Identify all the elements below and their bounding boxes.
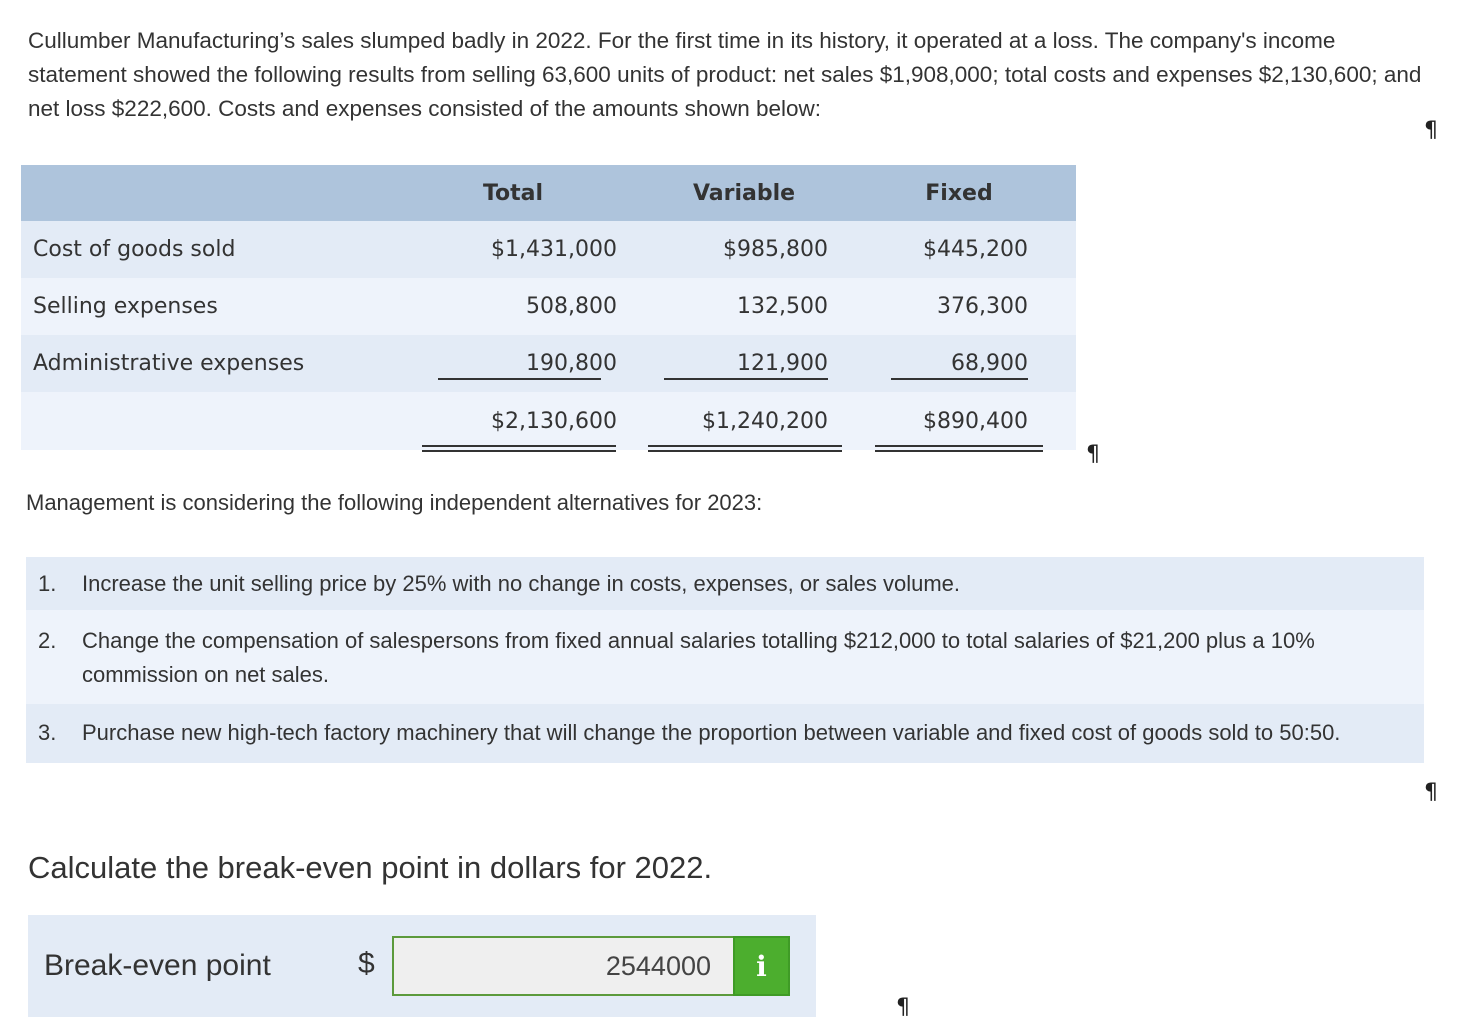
total-total: $2,130,600	[491, 408, 617, 434]
subtotal-underline	[438, 378, 601, 380]
cost-table	[21, 165, 1076, 450]
subtotal-underline	[664, 378, 828, 380]
cell-variable: $985,800	[723, 237, 828, 262]
list-text: Change the compensation of salespersons from fixed annual salaries totalling $212,000 to total salaries of $21,200 plus a 10% commission on net sales.	[82, 628, 1315, 687]
list-item	[26, 704, 1424, 763]
header-variable: Variable	[692, 180, 796, 206]
cell-fixed: 376,300	[937, 294, 1028, 319]
pilcrow-mark: ¶	[1424, 118, 1438, 143]
cell-variable: 132,500	[737, 294, 828, 319]
info-icon[interactable]: i	[733, 936, 790, 996]
table-header-row	[21, 165, 1076, 221]
total-variable: $1,240,200	[702, 408, 828, 434]
cell-fixed: $445,200	[923, 237, 1028, 262]
table-total-row	[21, 392, 1076, 450]
problem-intro: Cullumber Manufacturing’s sales slumped badly in 2022. For the first time in its history, it operated at a loss. The company's income statement showed the following results from selling 63,600 units of product: net sales $1,908,000; total costs and expenses $2,130,600; and net loss $222,600. Costs and expenses consisted of the amounts shown below:	[28, 28, 1422, 121]
question-prompt: Calculate the break-even point in dollars for 2022.	[28, 850, 713, 885]
list-text: Purchase new high-tech factory machinery that will change the proportion between variable and fixed cost of goods sold to 50:50.	[82, 720, 1341, 745]
answer-label: Break-even point	[44, 949, 271, 982]
pilcrow-mark: ¶	[1424, 780, 1438, 805]
pilcrow-mark: ¶	[1086, 442, 1100, 467]
list-number: 3.	[38, 720, 57, 745]
total-fixed: $890,400	[923, 408, 1028, 434]
cell-variable: 121,900	[737, 351, 828, 376]
list-number: 2.	[38, 628, 57, 653]
cell-fixed: 68,900	[951, 351, 1028, 376]
answer-panel	[28, 915, 816, 1017]
total-double-underline	[422, 445, 616, 452]
currency-symbol: $	[358, 947, 375, 980]
list-number: 1.	[38, 571, 57, 596]
break-even-input[interactable]: 2544000	[392, 936, 733, 996]
table-row	[21, 221, 1076, 278]
row-label: Cost of goods sold	[33, 237, 236, 262]
alternatives-list	[26, 557, 1424, 763]
cell-total: 508,800	[526, 294, 617, 319]
cell-total: 190,800	[526, 351, 617, 376]
total-double-underline	[875, 445, 1043, 452]
header-total: Total	[482, 180, 544, 206]
table-row	[21, 335, 1076, 392]
table-row	[21, 278, 1076, 335]
row-label: Selling expenses	[33, 294, 218, 319]
cell-total: $1,431,000	[491, 237, 617, 262]
subtotal-underline	[891, 378, 1028, 380]
pilcrow-mark: ¶	[896, 995, 910, 1020]
total-double-underline	[648, 445, 842, 452]
row-label: Administrative expenses	[33, 351, 305, 376]
list-text: Increase the unit selling price by 25% with no change in costs, expenses, or sales volume.	[82, 571, 961, 596]
list-item	[26, 557, 1424, 610]
list-item	[26, 610, 1424, 704]
header-fixed: Fixed	[925, 180, 993, 206]
management-text: Management is considering the following independent alternatives for 2023:	[26, 490, 763, 515]
